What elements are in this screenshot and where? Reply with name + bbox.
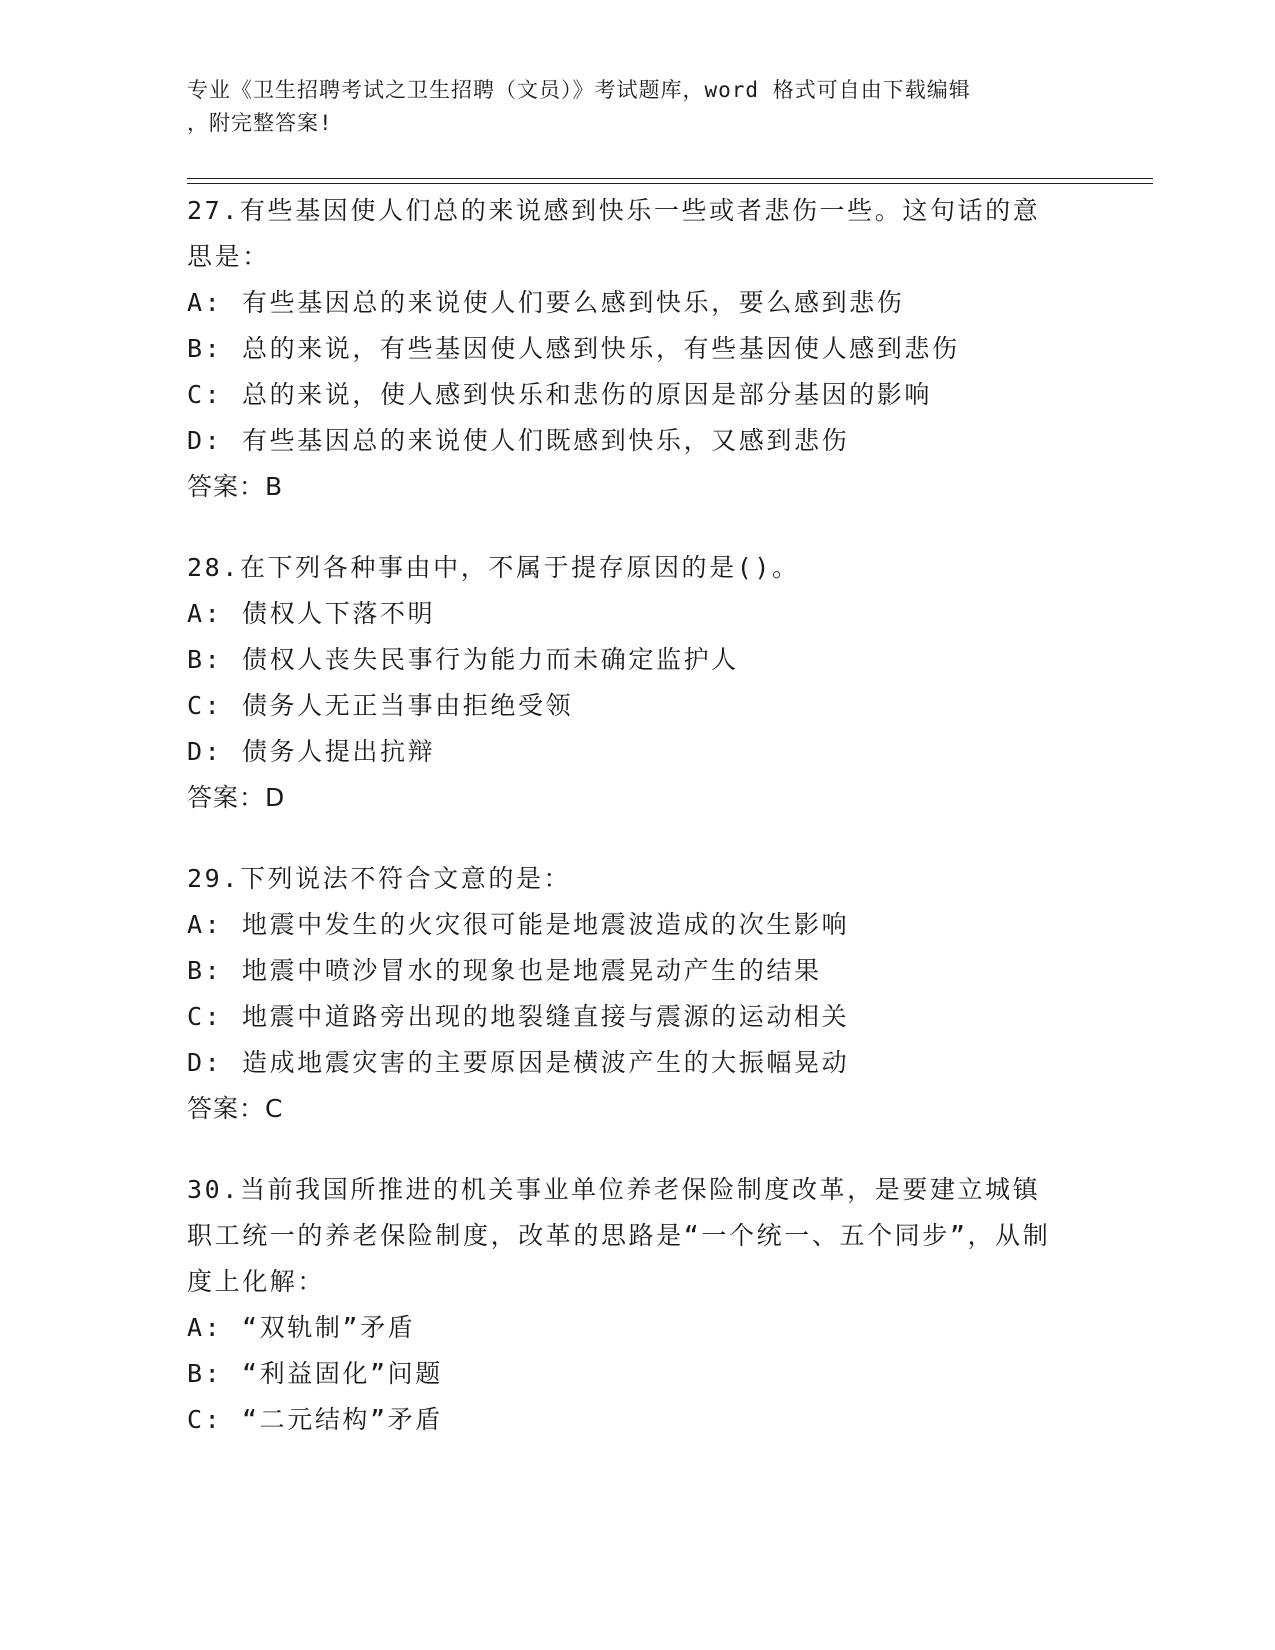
option-b: B: “利益固化”问题 xyxy=(187,1359,443,1388)
option-letter: A xyxy=(187,910,205,939)
answer-line xyxy=(187,464,1087,510)
option-letter: B xyxy=(187,334,205,363)
option-text: 有些基因总的来说使人们要么感到快乐，要么感到悲伤 xyxy=(241,288,905,317)
option-letter: A xyxy=(187,288,205,317)
header-divider-bottom xyxy=(187,183,1153,184)
option-letter: C xyxy=(187,1002,205,1031)
question-29 xyxy=(187,856,1087,1132)
option-c: C: 总的来说，使人感到快乐和悲伤的原因是部分基因的影响 xyxy=(187,380,932,409)
option-letter: C xyxy=(187,691,205,720)
option-a: A: 债权人下落不明 xyxy=(187,599,436,628)
answer-line xyxy=(187,775,1087,821)
option-letter: B xyxy=(187,956,205,985)
option-text: “利益固化”问题 xyxy=(241,1359,443,1388)
question-list xyxy=(187,188,1087,1478)
option-d: D: 有些基因总的来说使人们既感到快乐，又感到悲伤 xyxy=(187,426,850,455)
option-a: A: 地震中发生的火灾很可能是地震波造成的次生影响 xyxy=(187,910,850,939)
question-28 xyxy=(187,545,1087,821)
answer-label: 答案： xyxy=(187,472,266,501)
header-divider-top xyxy=(187,178,1153,179)
option-letter: A xyxy=(187,1313,205,1342)
document-header xyxy=(187,74,1067,140)
option-c: C: 债务人无正当事由拒绝受领 xyxy=(187,691,574,720)
option-text: 总的来说，使人感到快乐和悲伤的原因是部分基因的影响 xyxy=(241,380,932,409)
option-text: 造成地震灾害的主要原因是横波产生的大振幅晃动 xyxy=(241,1048,850,1077)
option-text: 债务人提出抗辩 xyxy=(241,737,436,766)
option-letter: A xyxy=(187,599,205,628)
option-text: 债权人下落不明 xyxy=(241,599,436,628)
question-stem: 28.在下列各种事由中，不属于提存原因的是()。 xyxy=(187,553,800,582)
option-letter: B xyxy=(187,645,205,674)
option-d: D: 债务人提出抗辩 xyxy=(187,737,436,766)
option-text: 地震中发生的火灾很可能是地震波造成的次生影响 xyxy=(241,910,850,939)
option-c: C: “二元结构”矛盾 xyxy=(187,1405,443,1434)
option-text: 有些基因总的来说使人们既感到快乐，又感到悲伤 xyxy=(241,426,850,455)
option-b: B: 总的来说，有些基因使人感到快乐，有些基因使人感到悲伤 xyxy=(187,334,960,363)
option-text: “双轨制”矛盾 xyxy=(241,1313,416,1342)
option-text: “二元结构”矛盾 xyxy=(241,1405,443,1434)
option-a: A: 有些基因总的来说使人们要么感到快乐，要么感到悲伤 xyxy=(187,288,905,317)
question-stem: 29.下列说法不符合文意的是： xyxy=(187,864,572,893)
answer-label: 答案： xyxy=(187,1094,266,1123)
option-letter: D xyxy=(187,426,205,455)
option-a: A: “双轨制”矛盾 xyxy=(187,1313,416,1342)
option-text: 总的来说，有些基因使人感到快乐，有些基因使人感到悲伤 xyxy=(241,334,960,363)
option-text: 债权人丧失民事行为能力而未确定监护人 xyxy=(241,645,739,674)
option-b: B: 债权人丧失民事行为能力而未确定监护人 xyxy=(187,645,739,674)
option-c: C: 地震中道路旁出现的地裂缝直接与震源的运动相关 xyxy=(187,1002,850,1031)
option-letter: C xyxy=(187,1405,205,1434)
option-d: D: 造成地震灾害的主要原因是横波产生的大振幅晃动 xyxy=(187,1048,850,1077)
option-letter: B xyxy=(187,1359,205,1388)
answer-value: B xyxy=(265,472,284,501)
option-text: 债务人无正当事由拒绝受领 xyxy=(241,691,574,720)
header-line-2: ，附完整答案! xyxy=(187,111,333,135)
question-stem: 27.有些基因使人们总的来说感到快乐一些或者悲伤一些。这句话的意思是： xyxy=(187,196,1041,271)
question-30 xyxy=(187,1167,1087,1443)
answer-value: C xyxy=(265,1094,284,1123)
question-stem: 30.当前我国所推进的机关事业单位养老保险制度改革，是要建立城镇职工统一的养老保险制度，改革的思路是“一个统一、五个同步”，从制度上化解： xyxy=(187,1175,1051,1296)
option-letter: D xyxy=(187,1048,205,1077)
header-line-1: 专业《卫生招聘考试之卫生招聘（文员）》考试题库，word 格式可自由下载编辑 xyxy=(187,78,971,102)
question-27 xyxy=(187,188,1087,510)
option-text: 地震中道路旁出现的地裂缝直接与震源的运动相关 xyxy=(241,1002,850,1031)
option-text: 地震中喷沙冒水的现象也是地震晃动产生的结果 xyxy=(241,956,822,985)
option-letter: C xyxy=(187,380,205,409)
answer-label: 答案： xyxy=(187,783,266,812)
answer-value: D xyxy=(265,783,286,812)
option-b: B: 地震中喷沙冒水的现象也是地震晃动产生的结果 xyxy=(187,956,822,985)
answer-line xyxy=(187,1086,1087,1132)
option-letter: D xyxy=(187,737,205,766)
